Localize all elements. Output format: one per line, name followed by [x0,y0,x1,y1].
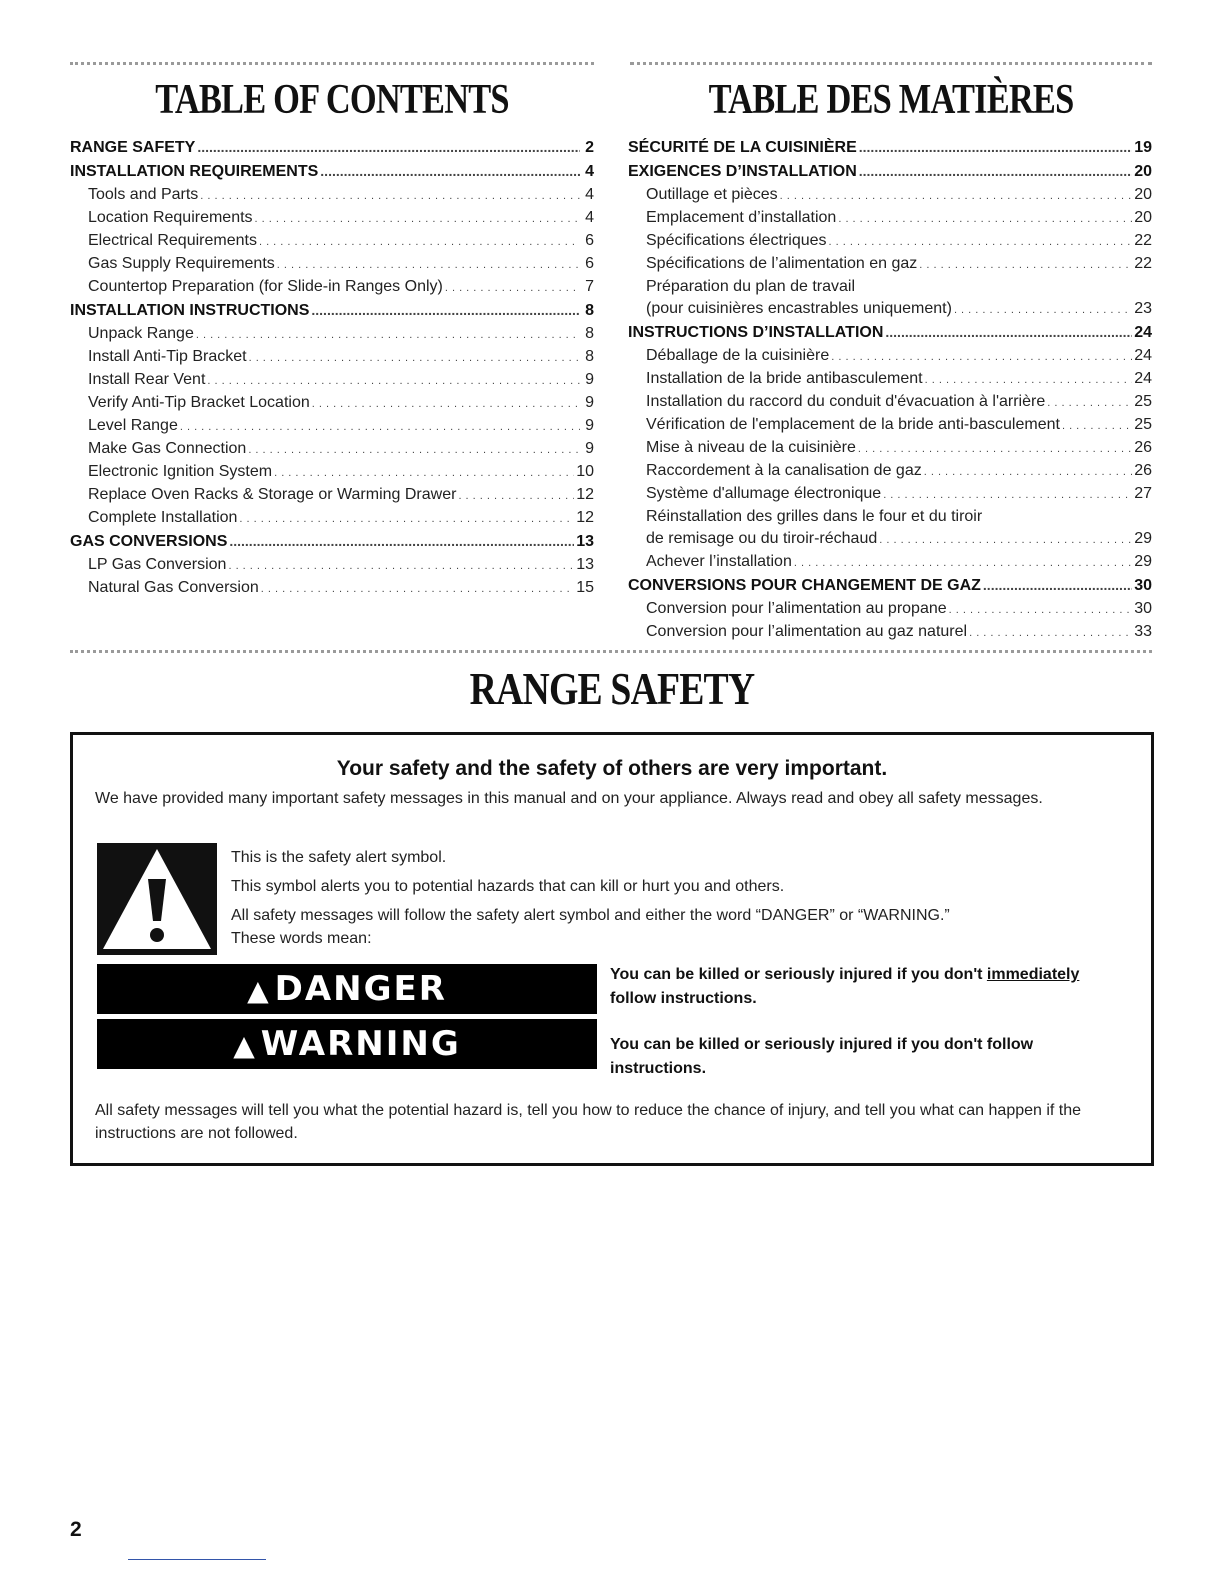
top-divider-left [70,62,594,65]
toc-entry [70,461,594,484]
toc-entry-title: Level Range [88,417,178,434]
toc-leader-dots [859,136,1132,160]
toc-entry-page: 7 [585,278,594,295]
toc-entry-page: 12 [576,486,594,503]
toc-entry-title: RANGE SAFETY [70,139,196,156]
toc-leader-dots [200,185,580,207]
toc-entry-page: 30 [1134,577,1152,594]
toc-entry-page: 4 [585,209,594,226]
toc-entry-title: Tools and Parts [88,186,199,203]
toc-entry-page: 20 [1134,209,1152,226]
toc-entry-title: Conversion pour l’alimentation au gaz naturel [646,623,968,640]
toc-entry-page: 8 [585,325,594,342]
toc-entry [70,253,594,276]
toc-entry [70,346,594,369]
safety-heading: Your safety and the safety of others are very important. [336,757,888,780]
toc-leader-dots [197,136,580,160]
toc-entry-page: 20 [1134,163,1152,180]
toc-entry-page: 8 [585,302,594,319]
toc-leader-dots [207,370,580,392]
toc-entry-title: Spécifications électriques [646,232,827,249]
toc-leader-dots [259,231,580,253]
toc-entry [628,574,1152,598]
toc-entry [628,321,1152,345]
toc-leader-dots [949,599,1133,621]
toc-leader-dots [879,529,1132,551]
toc-leader-dots [1062,415,1132,437]
toc-leader-dots [831,346,1132,368]
toc-entry-title: Spécifications de l’alimentation en gaz [646,255,918,272]
toc-leader-dots [858,438,1132,460]
toc-entry-title: SÉCURITÉ DE LA CUISINIÈRE [628,139,857,156]
toc-entry-title: Installation de la bride antibasculement [646,370,923,387]
toc-entry-page: 33 [1134,623,1152,640]
toc-leader-dots [261,578,574,600]
toc-entry-title: INSTRUCTIONS D’INSTALLATION [628,324,884,341]
toc-leader-dots [445,277,580,299]
toc-entry [628,391,1152,414]
warning-alert-icon: ▲ [233,1029,257,1062]
middle-divider [70,650,1152,653]
toc-entry-page: 25 [1134,416,1152,433]
toc-entry [628,136,1152,160]
toc-entry-page: 4 [585,186,594,203]
toc-entry-page: 9 [585,394,594,411]
toc-entry [628,460,1152,483]
safety-intro: We have provided many important safety messages in this manual and on your appliance. Always read and obey all safety messages. [95,790,1043,807]
toc-leader-dots [180,416,580,438]
section-title: RANGE SAFETY [469,663,755,714]
toc-fr [628,136,1152,644]
warning-description: You can be killed or seriously injured if you don't follow instructions. [610,1036,1034,1077]
toc-entry-title: Déballage de la cuisinière [646,347,830,364]
toc-entry [628,483,1152,506]
alert-line-3: All safety messages will follow the safety alert symbol and either the word “DANGER” or “WARNING.” [231,907,950,924]
toc-leader-dots [1047,392,1132,414]
toc-leader-dots [239,508,574,530]
toc-leader-dots [883,484,1132,506]
toc-entry [70,323,594,346]
toc-leader-dots [274,462,574,484]
toc-entry [628,345,1152,368]
toc-entry-title: de remisage ou du tiroir-réchaud [646,530,878,547]
toc-entry-page: 2 [585,139,594,156]
toc-entry-page: 26 [1134,439,1152,456]
toc-title-en: TABLE OF CONTENTS [155,77,509,123]
toc-entry-page: 22 [1134,255,1152,272]
toc-entry-page: 15 [576,579,594,596]
toc-leader-dots [311,299,580,323]
toc-entry-title: Système d'allumage électronique [646,485,882,502]
toc-entry-page: 22 [1134,232,1152,249]
danger-text-before: You can be killed or seriously injured if you don't [610,966,987,983]
toc-entry [628,437,1152,460]
toc-entry-title: Electrical Requirements [88,232,257,249]
toc-entry [70,160,594,184]
toc-entry [70,554,594,577]
toc-leader-dots [924,461,1132,483]
toc-entry-page: 10 [576,463,594,480]
toc-entry [628,253,1152,276]
toc-entry-page: 29 [1134,530,1152,547]
toc-title-fr: TABLE DES MATIÈRES [708,77,1074,123]
toc-entry-page: 8 [585,348,594,365]
toc-entry-title: Vérification de l'emplacement de la bride anti-basculement [646,416,1060,433]
toc-entry-title: Gas Supply Requirements [88,255,275,272]
danger-banner [97,964,597,1014]
toc-entry-page: 6 [585,232,594,249]
toc-entry [628,414,1152,437]
toc-leader-dots [925,369,1133,391]
toc-entry-title: Installation du raccord du conduit d'évacuation à l'arrière [646,393,1046,410]
toc-leader-dots [919,254,1132,276]
toc-entry-page: 24 [1134,370,1152,387]
toc-entry [70,438,594,461]
toc-entry-title: Raccordement à la canalisation de gaz [646,462,922,479]
toc-entry [70,136,594,160]
toc-entry-page: 24 [1134,347,1152,364]
toc-entry [628,207,1152,230]
toc-en [70,136,594,600]
toc-entry-title: Emplacement d’installation [646,209,837,226]
toc-entry-title: INSTALLATION INSTRUCTIONS [70,302,310,319]
toc-entry [70,484,594,507]
toc-entry [70,230,594,253]
toc-leader-dots [255,208,580,230]
toc-entry [70,369,594,392]
safety-alert-icon [97,843,217,955]
toc-entry-title: GAS CONVERSIONS [70,533,228,550]
toc-leader-dots [954,299,1132,321]
toc-entry [70,577,594,600]
toc-entry-title: CONVERSIONS POUR CHANGEMENT DE GAZ [628,577,981,594]
toc-entry-title: Countertop Preparation (for Slide-in Ranges Only) [88,278,443,295]
toc-entry-title: INSTALLATION REQUIREMENTS [70,163,319,180]
toc-leader-dots [320,160,580,184]
toc-entry-title: Unpack Range [88,325,194,342]
toc-leader-dots [312,393,580,415]
toc-leader-dots [983,574,1132,598]
toc-entry-page: 23 [1134,300,1152,317]
alert-line-1: This is the safety alert symbol. [231,849,447,866]
toc-entry-title: Make Gas Connection [88,440,247,457]
toc-entry-page: 13 [576,556,594,573]
toc-entry [628,528,1152,551]
warning-banner [97,1019,597,1069]
toc-leader-dots [829,231,1133,253]
toc-entry [628,160,1152,184]
toc-entry-title: EXIGENCES D’INSTALLATION [628,163,857,180]
toc-leader-dots [458,485,574,507]
top-divider-right [630,62,1152,65]
toc-leader-dots [885,321,1132,345]
toc-entry [628,368,1152,391]
toc-entry-title: Mise à niveau de la cuisinière [646,439,856,456]
alert-line-4: These words mean: [231,930,372,947]
toc-entry-page: 27 [1134,485,1152,502]
toc-entry [628,298,1152,321]
toc-leader-dots [794,552,1132,574]
toc-entry-page: 13 [576,533,594,550]
toc-entry-page: 29 [1134,553,1152,570]
toc-leader-dots [229,530,574,554]
warning-label: WARNING [260,1024,461,1064]
toc-entry-page: 19 [1134,139,1152,156]
toc-entry [70,415,594,438]
toc-entry-title: Location Requirements [88,209,253,226]
toc-entry-title: Conversion pour l’alimentation au propane [646,600,947,617]
toc-entry-title: Electronic Ignition System [88,463,273,480]
toc-entry [628,621,1152,644]
toc-entry-page: 25 [1134,393,1152,410]
toc-entry [628,230,1152,253]
toc-leader-dots [838,208,1132,230]
toc-entry-title: Install Anti-Tip Bracket [88,348,247,365]
toc-leader-dots [859,160,1132,184]
toc-entry-title: Réinstallation des grilles dans le four et du tiroir [646,508,983,525]
safety-outro: All safety messages will tell you what the potential hazard is, tell you how to reduce the chance of injury, and tell you what can happen if the instructions are not followed. [95,1102,1082,1142]
toc-entry-title: Natural Gas Conversion [88,579,259,596]
toc-entry-title: Outillage et pièces [646,186,778,203]
toc-entry [628,184,1152,207]
danger-alert-icon: ▲ [247,974,271,1007]
toc-leader-dots [196,324,580,346]
danger-description [610,963,1150,1011]
danger-label: DANGER [274,969,447,1009]
toc-leader-dots [228,555,574,577]
toc-entry-title: Verify Anti-Tip Bracket Location [88,394,310,411]
toc-entry [628,506,1152,528]
toc-entry [628,551,1152,574]
page-number: 2 [70,1518,82,1541]
toc-entry [70,392,594,415]
toc-entry-page: 12 [576,509,594,526]
toc-entry-page: 9 [585,440,594,457]
toc-entry-page: 20 [1134,186,1152,203]
toc-leader-dots [249,347,580,369]
toc-entry [70,507,594,530]
toc-entry [628,598,1152,621]
toc-entry-page: 9 [585,371,594,388]
toc-entry-title: LP Gas Conversion [88,556,227,573]
bottom-link-rule [128,1559,266,1560]
toc-entry-title: (pour cuisinières encastrables uniquement) [646,300,952,317]
toc-leader-dots [248,439,580,461]
toc-entry-title: Préparation du plan de travail [646,278,856,295]
alert-line-2: This symbol alerts you to potential hazards that can kill or hurt you and others. [231,878,785,895]
toc-entry-page: 30 [1134,600,1152,617]
toc-leader-dots [780,185,1133,207]
toc-entry-page: 26 [1134,462,1152,479]
danger-text-underlined: immediately [986,966,1080,983]
toc-entry-page: 6 [585,255,594,272]
toc-entry-title: Complete Installation [88,509,238,526]
toc-entry [70,276,594,299]
toc-entry-page: 9 [585,417,594,434]
safety-box [70,732,1154,1166]
toc-entry-title: Install Rear Vent [88,371,206,388]
toc-entry [70,299,594,323]
toc-entry [70,184,594,207]
toc-leader-dots [969,622,1132,644]
toc-entry [70,530,594,554]
toc-entry-title: Achever l’installation [646,553,792,570]
toc-entry [628,276,1152,298]
toc-entry [70,207,594,230]
danger-text-after: follow instructions. [610,990,757,1007]
toc-entry-page: 4 [585,163,594,180]
toc-entry-page: 24 [1134,324,1152,341]
toc-leader-dots [277,254,580,276]
toc-entry-title: Replace Oven Racks & Storage or Warming Drawer [88,486,457,503]
